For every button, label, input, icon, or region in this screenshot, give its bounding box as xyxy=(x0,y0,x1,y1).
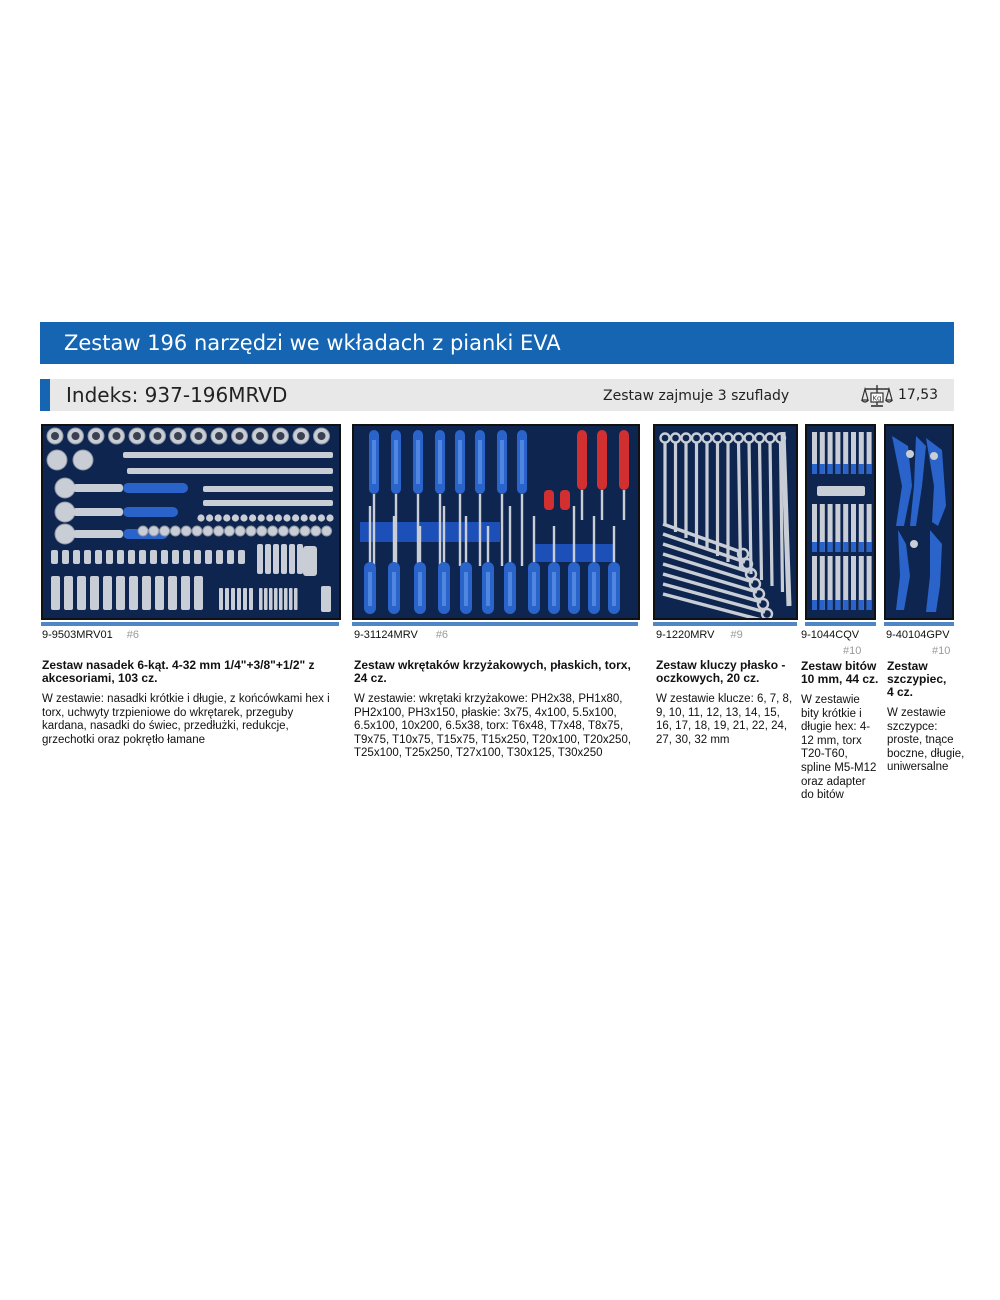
drawer-count-text: Zestaw zajmuje 3 szuflady xyxy=(603,388,790,404)
svg-text:Kg: Kg xyxy=(872,394,882,403)
product-heading: Zestaw bitów 10 mm, 44 cz. xyxy=(801,659,879,686)
product-code-text: 9-1220MRV xyxy=(656,629,715,641)
product-code xyxy=(354,629,448,641)
screwdriver-set-image xyxy=(352,424,640,620)
socket-set-image xyxy=(41,424,341,620)
product-description: W zestawie: nasadki krótkie i długie, z końcówkami hex i torx, uchwyty trzpieniowe do wkrętarek, przeguby kardana, nasadki do świec, przedłużki, redukcje, grzechotki oraz pokrętło łamane xyxy=(42,693,330,746)
pliers-set-image xyxy=(884,424,954,620)
product-heading: Zestaw szczypiec, 4 cz. xyxy=(887,659,947,699)
title-banner xyxy=(40,322,954,364)
divider xyxy=(884,622,954,626)
page-reference: #6 xyxy=(126,629,139,641)
page-reference: #10 xyxy=(932,645,951,657)
scale-kg-icon xyxy=(861,381,893,409)
divider xyxy=(805,622,876,626)
page-title: Zestaw 196 narzędzi we wkładach z pianki EVA xyxy=(64,331,561,355)
product-code-text: 9-9503MRV01 xyxy=(42,629,113,641)
product-index: Indeks: 937-196MRVD xyxy=(66,383,288,407)
product-code xyxy=(886,629,950,641)
product-heading: Zestaw kluczy płasko - oczkowych, 20 cz. xyxy=(656,658,786,685)
product-code xyxy=(801,629,859,641)
divider xyxy=(352,622,638,626)
page-reference: #10 xyxy=(843,645,862,657)
product-description: W zestawie szczypce: proste, tnące boczne, długie, uniwersalne xyxy=(887,707,965,774)
page-reference: #6 xyxy=(435,629,449,641)
divider xyxy=(41,622,339,626)
product-heading: Zestaw wkrętaków krzyżakowych, płaskich, torx, 24 cz. xyxy=(354,658,631,685)
wrench-set-image xyxy=(653,424,798,620)
product-code xyxy=(656,629,743,641)
product-code xyxy=(42,629,139,641)
index-accent xyxy=(40,379,50,411)
weight-value: 17,53 xyxy=(898,387,939,403)
product-code-text: 9-1044CQV xyxy=(801,629,860,641)
product-description: W zestawie klucze: 6, 7, 8, 9, 10, 11, 12, 13, 14, 15, 16, 17, 18, 19, 21, 22, 24, 27, 30, 32 mm xyxy=(656,693,793,746)
index-bar xyxy=(40,379,954,411)
product-code-text: 9-31124MRV xyxy=(354,629,418,641)
product-description: W zestawie bity krótkie i długie hex: 4-12 mm, torx T20-T60, spline M5-M12 oraz adapter do bitów xyxy=(801,694,877,802)
product-heading: Zestaw nasadek 6-kąt. 4-32 mm 1/4"+3/8"+1/2" z akcesoriami, 103 cz. xyxy=(42,658,315,685)
bit-set-image xyxy=(805,424,876,620)
divider xyxy=(653,622,797,626)
product-code-text: 9-40104GPV xyxy=(886,629,950,641)
page-reference: #9 xyxy=(730,629,743,641)
product-description: W zestawie: wkrętaki krzyżakowe: PH2x38, PH1x80, PH2x100, PH3x150, płaskie: 3x75, 4x100, 5.5x100, 6.5x100, 10x200, 6.5x38, torx: T6x48, T7x48, T8x75, T9x75, T10x75, T15x75, T15x250, T20x100, T20x250, T25x100, T25x250, T27x100, T30x125, T30x250 xyxy=(354,693,632,760)
